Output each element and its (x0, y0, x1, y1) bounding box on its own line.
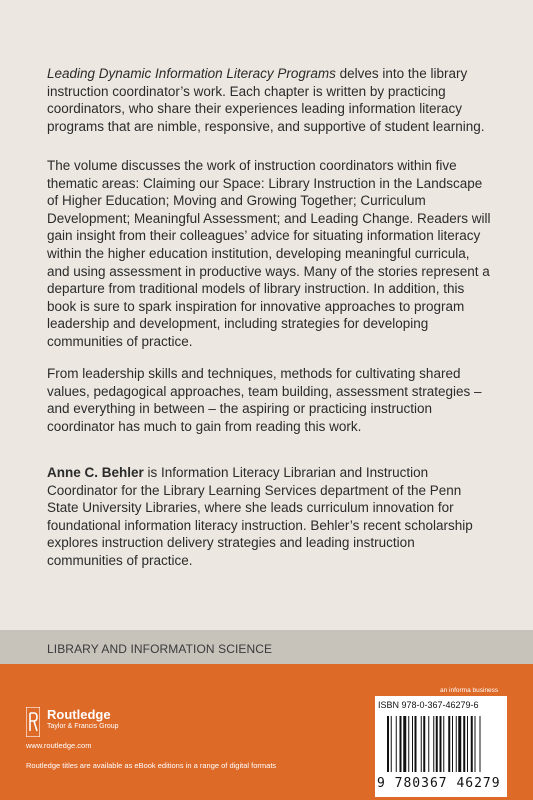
barcode-bars-icon (387, 716, 499, 772)
barcode-bar (471, 716, 473, 772)
barcode-bar (458, 716, 461, 772)
barcode-bar (463, 716, 465, 772)
category-label: LIBRARY AND INFORMATION SCIENCE (47, 642, 273, 656)
barcode-bar (423, 716, 425, 772)
barcode-bar (443, 716, 444, 772)
informa-note: an informa business (440, 687, 499, 694)
barcode-bar (436, 716, 438, 772)
barcode-bar (408, 716, 409, 772)
author-bio-text: is Information Literacy Librarian and Instruction Coordinator for the Library Learning Services department of the Penn State University Libraries, where she leads curriculum innovation for foundational information literacy instruction. Behler’s recent scholarship explores instruction delivery strategies and leading instruction communities of practice. (47, 465, 473, 568)
description-paragraph-3: From leadership skills and techniques, methods for cultivating shared values, pedagogical approaches, team building, assessment strategies – and everything in between – the aspiring or practicing instruction coordinator has much to gain from reading this work. (47, 366, 482, 434)
barcode-bar (400, 716, 402, 772)
barcode-bar (448, 716, 450, 772)
barcode-bar (480, 716, 481, 772)
description-paragraph-2: The volume discusses the work of instruction coordinators within five thematic areas: Claiming our Space: Library Instruction in the Landscape of Higher Education; Moving and Growing Together; Curriculum Development; Meaningful Assessment; and Leading Change. Readers will gain insight from their colleagues’ advice for situating information literacy within the higher education institution, developing meaningful curricula, and using assessment in productive ways. Many of the stories represent a departure from traditional models of library instruction. In addition, this book is sure to spark inspiration for innovative approaches to program leadership and development, including strategies for developing communities of practice. (47, 158, 491, 349)
publisher-name: Routledge (47, 707, 111, 722)
description-paragraph-1 (47, 65, 493, 135)
barcode-bar (452, 716, 453, 772)
ebook-note: Routledge titles are available as eBook editions in a range of digital formats (26, 761, 277, 770)
barcode-bar (475, 716, 476, 772)
barcode-bar (412, 716, 413, 772)
publisher-group: Taylor & Francis Group (47, 723, 119, 730)
barcode-bar (440, 716, 442, 772)
book-title-italic: Leading Dynamic Information Literacy Programs (47, 66, 336, 81)
barcode-bar (428, 716, 429, 772)
barcode-bar (415, 716, 417, 772)
barcode-box (375, 696, 507, 797)
barcode-bar (391, 716, 392, 772)
barcode-bar (421, 716, 422, 772)
description-text: delves into the library instruction coordinator’s work. Each chapter is written by practicing coordinators, who share their experiences leading information literacy programs that are nimble, responsive, and supportive of student learning. (47, 66, 485, 134)
barcode-bar (387, 716, 389, 772)
barcode-bar (396, 716, 397, 772)
author-name: Anne C. Behler (47, 465, 144, 480)
publisher-url: www.routledge.com (26, 741, 92, 750)
barcode-bar (467, 716, 468, 772)
barcode-digits: 9 780367 46279 (377, 776, 501, 791)
isbn-label: ISBN 978-0-367-46279-6 (378, 700, 479, 710)
barcode-bar (433, 716, 434, 772)
author-bio (47, 464, 493, 570)
barcode-bar (456, 716, 457, 772)
barcode-bar (403, 716, 406, 772)
category-band (0, 630, 533, 664)
routledge-r-logo-icon (26, 707, 40, 737)
